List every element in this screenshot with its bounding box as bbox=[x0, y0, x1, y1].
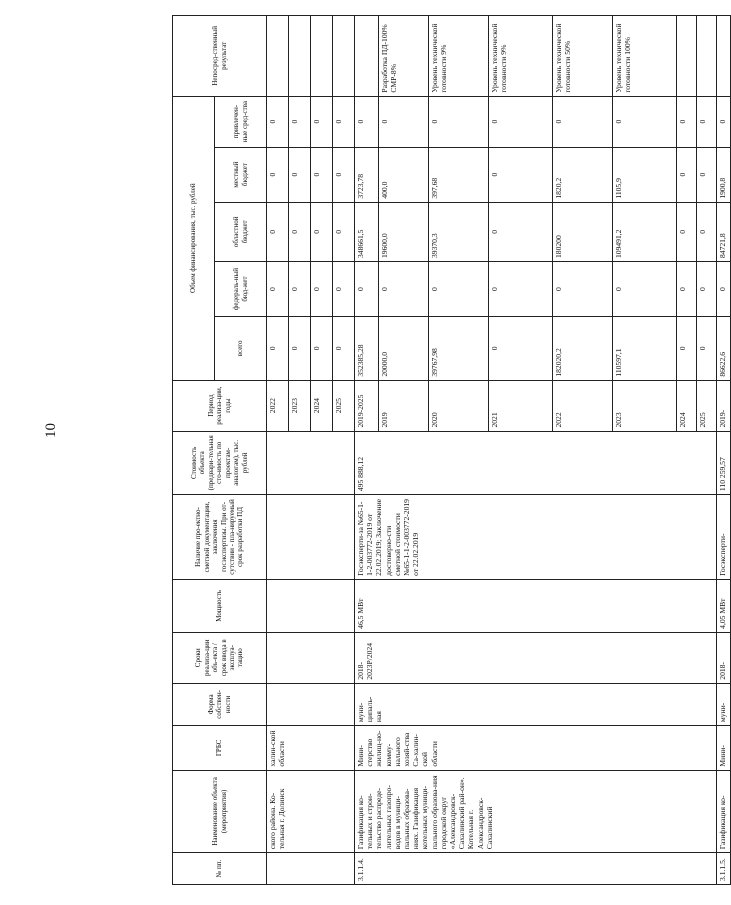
cell-regional: 0 bbox=[677, 202, 697, 261]
cell-result bbox=[267, 16, 289, 97]
cell-regional: 0 bbox=[289, 202, 311, 261]
page-number: 10 bbox=[43, 423, 59, 438]
cell-grbs: Мини- bbox=[717, 726, 731, 771]
cell-total: 0 bbox=[697, 317, 717, 381]
cell-year: 2023 bbox=[613, 380, 677, 431]
cell-regional: 0 bbox=[267, 202, 289, 261]
cell-year: 2024 bbox=[311, 380, 333, 431]
header-federal: федераль-ный бюд-жет bbox=[215, 262, 267, 317]
cell-ownership: муни-ципаль-ная bbox=[355, 683, 717, 725]
cell-attracted: 0 bbox=[289, 96, 311, 147]
cell-psd: Госэксперти- bbox=[717, 495, 731, 580]
cell-year: 2025 bbox=[333, 380, 355, 431]
cell-capacity: 46,5 МВт bbox=[355, 579, 717, 632]
cell-attracted: 0 bbox=[489, 96, 553, 147]
cell-year: 2021 bbox=[489, 380, 553, 431]
cell-regional: 0 bbox=[311, 202, 333, 261]
cell-result: Уровень технической готовности 100% bbox=[613, 16, 677, 97]
cell-regional: 109491,2 bbox=[613, 202, 677, 261]
cell-attracted: 0 bbox=[717, 96, 731, 147]
cell-regional: 39370,3 bbox=[429, 202, 489, 261]
cell-result bbox=[677, 16, 697, 97]
cell-total: 20000,0 bbox=[379, 317, 429, 381]
cell-year: 2023 bbox=[289, 380, 311, 431]
cell-year: 2022 bbox=[267, 380, 289, 431]
cell-federal: 0 bbox=[489, 262, 553, 317]
cell-result: Уровень технической готовности 9% bbox=[429, 16, 489, 97]
cell-regional: 180200 bbox=[553, 202, 613, 261]
cell-name: ского района. Ко-тельная г. Долинск bbox=[267, 770, 355, 853]
cell-federal: 0 bbox=[311, 262, 333, 317]
header-regional: областной бюджет bbox=[215, 202, 267, 261]
cell-regional: 19600,0 bbox=[379, 202, 429, 261]
cell-num: 3.1.1.5. bbox=[717, 853, 731, 885]
cell-attracted: 0 bbox=[379, 96, 429, 147]
cell-cost: 495 888,12 bbox=[355, 431, 717, 495]
cell-federal: 0 bbox=[697, 262, 717, 317]
cell-local: 0 bbox=[697, 147, 717, 202]
cell-federal: 0 bbox=[717, 262, 731, 317]
cell-federal: 0 bbox=[429, 262, 489, 317]
cell-result bbox=[333, 16, 355, 97]
cell-year: 2022 bbox=[553, 380, 613, 431]
header-local: местный бюджет bbox=[215, 147, 267, 202]
cell-local: 1820,2 bbox=[553, 147, 613, 202]
cell-local: 0 bbox=[677, 147, 697, 202]
header-cost: Стоимость объекта (предвари-тельная сто-имость по проектам-аналогам), тыс. рублей bbox=[173, 431, 267, 495]
table-row bbox=[267, 16, 289, 885]
cell-total: 110597,1 bbox=[613, 317, 677, 381]
cell-federal: 0 bbox=[677, 262, 697, 317]
cell-result bbox=[355, 16, 379, 97]
header-capacity: Мощность bbox=[173, 579, 267, 632]
cell-terms: 2018-2023Р/2024 bbox=[355, 632, 717, 683]
cell-grbs: Мини-стерство жилищ-но-комму-нального хозяй-ства Са-халин-ской области bbox=[355, 726, 717, 771]
cell-result bbox=[311, 16, 333, 97]
header-grbs: ГРБС bbox=[173, 726, 267, 771]
cell-regional: 84721,8 bbox=[717, 202, 731, 261]
cell-federal: 0 bbox=[613, 262, 677, 317]
cell-total: 182020,2 bbox=[553, 317, 613, 381]
cell-result: Уровень технической готовности 50% bbox=[553, 16, 613, 97]
cell-total: 0 bbox=[677, 317, 697, 381]
cell-regional: 348661,5 bbox=[355, 202, 379, 261]
cell-local: 1900,8 bbox=[717, 147, 731, 202]
cell-year: 2024 bbox=[677, 380, 697, 431]
cell-total: 0 bbox=[311, 317, 333, 381]
cell-total: 0 bbox=[289, 317, 311, 381]
cell-local: 0 bbox=[289, 147, 311, 202]
header-period: Период реализа-ции, годы bbox=[173, 380, 267, 431]
cell-total: 39767,98 bbox=[429, 317, 489, 381]
cell-psd: Госэксперти-за №65-1-1-2-003772-2019 от 22.02.2019; Заключение достоверно-сти сметной стоимости №65-1-1-2-003772-2019 от 22.02.2019 bbox=[355, 495, 717, 580]
cell-regional: 0 bbox=[489, 202, 553, 261]
cell-federal: 0 bbox=[553, 262, 613, 317]
cell-local: 3723,78 bbox=[355, 147, 379, 202]
cell-year: 2025 bbox=[697, 380, 717, 431]
cell-attracted: 0 bbox=[311, 96, 333, 147]
cell-attracted: 0 bbox=[429, 96, 489, 147]
cell-result: Уровень технической готовности 9% bbox=[489, 16, 553, 97]
table-row bbox=[355, 16, 379, 885]
header-num: № пп. bbox=[173, 853, 267, 885]
cell-total: 0 bbox=[333, 317, 355, 381]
cell-grbs: халин-ской области bbox=[267, 726, 355, 771]
cell-year: 2019-2025 bbox=[355, 380, 379, 431]
cell-attracted: 0 bbox=[553, 96, 613, 147]
cell-regional: 0 bbox=[333, 202, 355, 261]
cell-year: 2019- bbox=[717, 380, 731, 431]
cell-result bbox=[697, 16, 717, 97]
cell-total: 0 bbox=[489, 317, 553, 381]
cell-cost: 110 259,57 bbox=[717, 431, 731, 495]
cell-local: 400,0 bbox=[379, 147, 429, 202]
cell-federal: 0 bbox=[379, 262, 429, 317]
header-name: Наименование объекта (мероприятия) bbox=[173, 770, 267, 853]
header-result: Непосред-ственный результат bbox=[173, 16, 267, 97]
cell-ownership: муни- bbox=[717, 683, 731, 725]
cell-local: 0 bbox=[311, 147, 333, 202]
cell-federal: 0 bbox=[333, 262, 355, 317]
cell-local: 0 bbox=[333, 147, 355, 202]
cell-local: 397,68 bbox=[429, 147, 489, 202]
cell-attracted: 0 bbox=[677, 96, 697, 147]
cell-capacity: 4,05 МВт bbox=[717, 579, 731, 632]
cell-result bbox=[717, 16, 731, 97]
cell-attracted: 0 bbox=[613, 96, 677, 147]
rotated-table-container bbox=[172, 15, 727, 885]
cell-result bbox=[289, 16, 311, 97]
cell-federal: 0 bbox=[289, 262, 311, 317]
cell-total: 86622,6 bbox=[717, 317, 731, 381]
cell-terms: 2018- bbox=[717, 632, 731, 683]
cell-num: 3.1.1.4. bbox=[355, 853, 717, 885]
cell-attracted: 0 bbox=[267, 96, 289, 147]
header-funding: Объем финансирования, тыс. рублей bbox=[173, 96, 215, 380]
cell-total: 0 bbox=[267, 317, 289, 381]
cell-year: 2020 bbox=[429, 380, 489, 431]
cell-federal: 0 bbox=[267, 262, 289, 317]
cell-name: Газификация ко-тельных и строи-тельство распреде-лительных газопро-водов в муници-пальных образова-ниях. Газификация котельных муници-пального образова-ния городской округ «Александровск-Сахалинский рай-он». Котельная г. Александровск-Сахалинский bbox=[355, 770, 717, 853]
cell-local: 0 bbox=[267, 147, 289, 202]
cell-year: 2019 bbox=[379, 380, 429, 431]
cell-result: Разработка ПД-100% СМР-8% bbox=[379, 16, 429, 97]
header-total: всего bbox=[215, 317, 267, 381]
cell-regional: 0 bbox=[697, 202, 717, 261]
header-ownership: Форма собствен-ности bbox=[173, 683, 267, 725]
cell-attracted: 0 bbox=[355, 96, 379, 147]
cell-total: 352385,28 bbox=[355, 317, 379, 381]
cell-name: Газификация ко- bbox=[717, 770, 731, 853]
cell-local: 0 bbox=[489, 147, 553, 202]
header-attracted: привлечен-ные сред-ства bbox=[215, 96, 267, 147]
header-psd: Наличие про-ектно-сметной документации, заключения госэкспертизы. При от-сутствии - пла-нируемый срок разработки ПД bbox=[173, 495, 267, 580]
cell-attracted: 0 bbox=[697, 96, 717, 147]
header-row-1 bbox=[173, 16, 215, 885]
financing-table bbox=[172, 15, 731, 885]
cell-federal: 0 bbox=[355, 262, 379, 317]
header-terms: Сроки реализа-ции объ-екта / срок ввода в эксплуа-тацию bbox=[173, 632, 267, 683]
cell-attracted: 0 bbox=[333, 96, 355, 147]
cell-local: 1105,9 bbox=[613, 147, 677, 202]
table-row bbox=[717, 16, 731, 885]
